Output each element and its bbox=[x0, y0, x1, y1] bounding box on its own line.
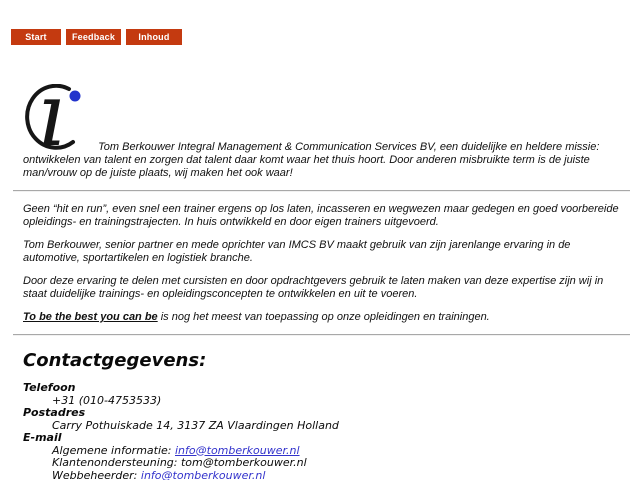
contact-email-webmaster bbox=[52, 470, 620, 480]
info-logo-icon bbox=[23, 84, 98, 153]
contact-label-telefoon: Telefoon bbox=[23, 381, 76, 394]
paragraph-motto bbox=[23, 311, 620, 324]
email-webmaster-link[interactable]: info@tomberkouwer.nl bbox=[140, 468, 266, 480]
email-general-prefix: Algemene informatie: bbox=[52, 443, 175, 457]
email-general-link[interactable]: info@tomberkouwer.nl bbox=[175, 443, 300, 457]
intro-paragraph bbox=[23, 84, 620, 180]
contact-label-postadres: Postadres bbox=[23, 406, 86, 419]
email-support-address: tom@tomberkouwer.nl bbox=[180, 456, 307, 469]
contact-address-value: Carry Pothuiskade 14, 3137 ZA Vlaardingen Holland bbox=[52, 418, 339, 432]
email-support-prefix: Klantenondersteuning: bbox=[52, 456, 181, 469]
feedback-button[interactable]: Feedback bbox=[66, 29, 121, 45]
email-webmaster-prefix: Webbeheerder: bbox=[52, 468, 141, 480]
divider-contact bbox=[13, 334, 630, 336]
start-button[interactable]: Start bbox=[11, 29, 61, 45]
divider-top bbox=[13, 190, 630, 192]
main-content bbox=[23, 84, 620, 480]
contact-label-email: E-mail bbox=[23, 431, 62, 444]
motto-emphasis: To be the best you can be bbox=[23, 311, 158, 323]
contact-phone-value: +31 (010-4753533) bbox=[52, 393, 162, 407]
contact-details bbox=[23, 382, 620, 480]
motto-rest: is nog het meest van toepassing op onze opleidingen en trainingen. bbox=[157, 311, 490, 323]
paragraph-hit-en-run: Geen “hit en run”, even snel een trainer ergens op los laten, incasseren en wegwezen maar gedegen en goed voorbereide opleidings- en trainingstrajecten. In huis ontwikkeld en door eigen trainers uitgevoerd. bbox=[23, 203, 619, 228]
paragraph-ervaring: Door deze ervaring te delen met cursisten en door opdrachtgevers gebruik te laten maken van deze expertise zijn wij in staat duidelijke trainings- en opleidingsconcepten te ontwikkelen en uit te voeren. bbox=[23, 275, 604, 300]
svg-text:ı: ı bbox=[37, 84, 66, 150]
paragraph-senior-partner: Tom Berkouwer, senior partner en mede oprichter van IMCS BV maakt gebruik van zijn jarenlange ervaring in de automotive, sportartikelen en logistiek branche. bbox=[23, 239, 571, 264]
contact-heading: Contactgegevens: bbox=[23, 350, 207, 371]
inhoud-button[interactable]: Inhoud bbox=[126, 29, 182, 45]
top-nav bbox=[11, 29, 640, 45]
intro-text: Tom Berkouwer Integral Management & Communication Services BV, een duidelijke en heldere missie: ontwikkelen van talent en zorgen dat talent daar komt waar het thuis hoort. Door anderen misbruikte term is de juiste man/vrouw op de juiste plaats, wij maken het ook waar! bbox=[23, 141, 600, 179]
